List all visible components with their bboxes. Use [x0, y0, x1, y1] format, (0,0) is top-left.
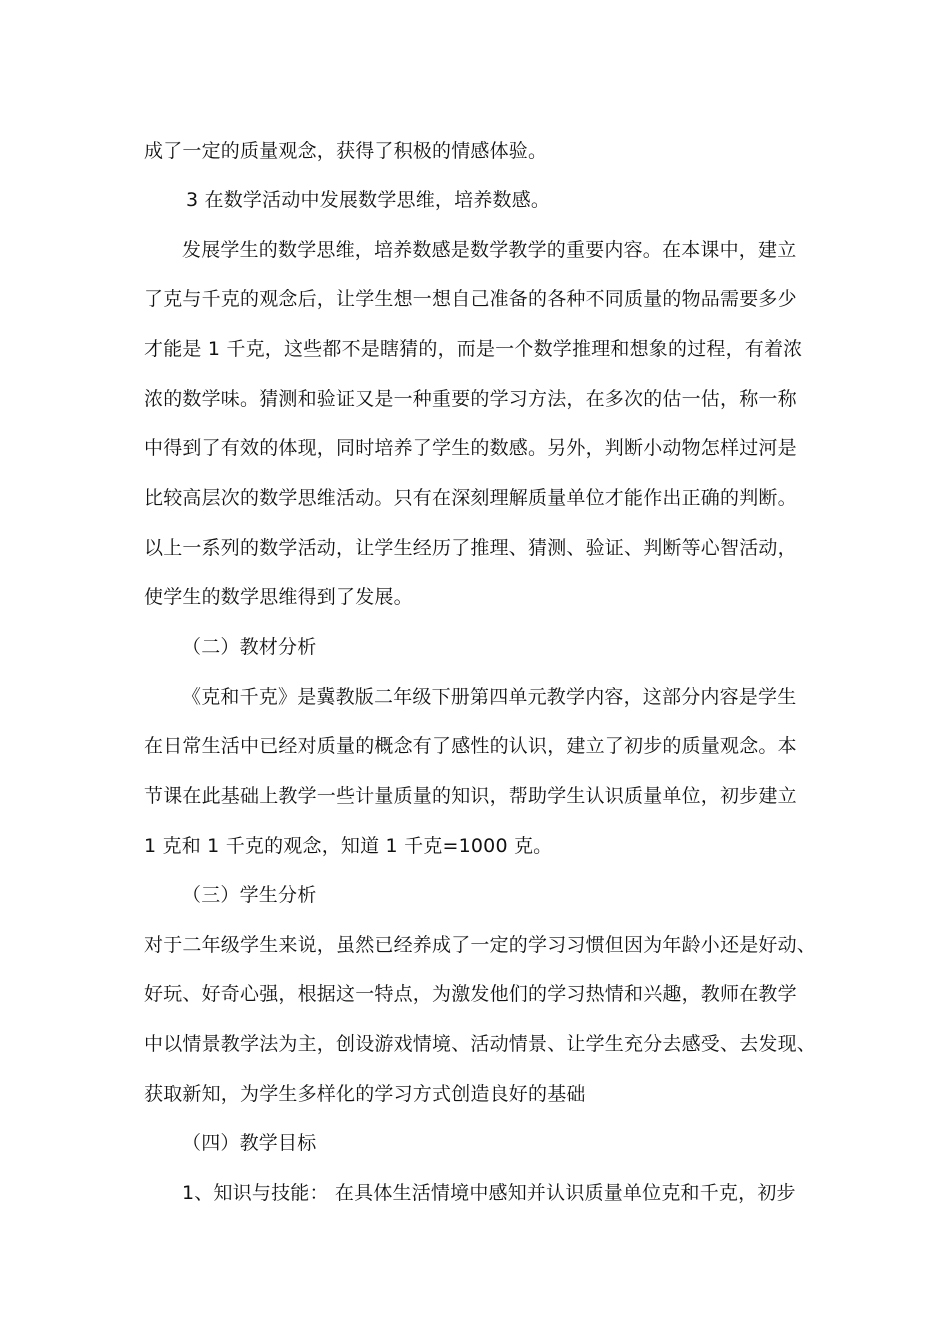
text-line: 才能是 1 千克，这些都不是瞎猜的，而是一个数学推理和想象的过程，有着浓 [144, 338, 803, 360]
text-line: 节课在此基础上教学一些计量质量的知识，帮助学生认识质量单位，初步建立 [144, 785, 797, 807]
paragraph-start: 发展学生的数学思维，培养数感是数学教学的重要内容。在本课中，建立 [182, 239, 797, 261]
text-line: 中得到了有效的体现，同时培养了学生的数感。另外，判断小动物怎样过河是 [144, 437, 797, 459]
text-line: 中以情景教学法为主，创设游戏情境、活动情景、让学生充分去感受、去发现、 [144, 1033, 817, 1055]
section-heading: （三）学生分析 [182, 884, 317, 906]
paragraph-start: 《克和千克》是冀教版二年级下册第四单元教学内容，这部分内容是学生 [182, 686, 797, 708]
text-line: 成了一定的质量观念，获得了积极的情感体验。 [144, 140, 548, 162]
text-line: 好玩、好奇心强，根据这一特点，为激发他们的学习热情和兴趣，教师在教学 [144, 983, 797, 1005]
text-line: 浓的数学味。猜测和验证又是一种重要的学习方法，在多次的估一估，称一称 [144, 388, 797, 410]
numbered-item: 3 在数学活动中发展数学思维，培养数感。 [186, 189, 551, 211]
text-line: 对于二年级学生来说，虽然已经养成了一定的学习习惯但因为年龄小还是好动、 [144, 934, 817, 956]
text-line: 使学生的数学思维得到了发展。 [144, 586, 413, 608]
text-line: 获取新知，为学生多样化的学习方式创造良好的基础 [144, 1083, 586, 1105]
section-heading: （二）教材分析 [182, 636, 317, 658]
text-line: 在日常生活中已经对质量的概念有了感性的认识，建立了初步的质量观念。本 [144, 735, 797, 757]
numbered-item: 1、知识与技能： 在具体生活情境中感知并认识质量单位克和千克，初步 [182, 1182, 796, 1204]
text-line: 以上一系列的数学活动，让学生经历了推理、猜测、验证、判断等心智活动， [144, 537, 797, 559]
section-heading: （四）教学目标 [182, 1132, 317, 1154]
text-line: 比较高层次的数学思维活动。只有在深刻理解质量单位才能作出正确的判断。 [144, 487, 797, 509]
text-line: 1 克和 1 千克的观念，知道 1 千克=1000 克。 [144, 835, 553, 857]
text-line: 了克与千克的观念后，让学生想一想自己准备的各种不同质量的物品需要多少 [144, 288, 797, 310]
